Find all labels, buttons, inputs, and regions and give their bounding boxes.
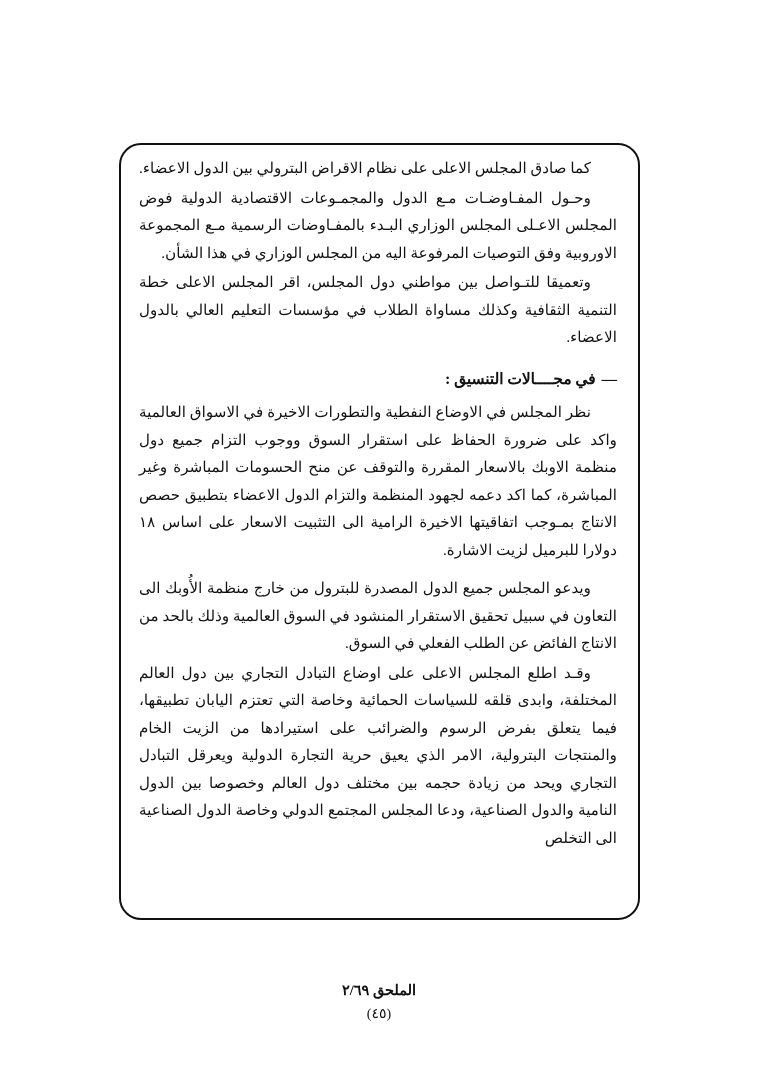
page-number: (٤٥) xyxy=(366,1007,392,1022)
paragraph-2: وحـول المفـاوضـات مـع الدول والمجمـوعات الاقتصادية الدولية فوض المجلس الاعـلى المجلس الوزاري البـدء بالمفـاوضات الرسمية مـع المجموعة الاوروبية وفق التوصيات المرفوعة اليه من المجلس الوزاري في هذا الشأن. xyxy=(139,189,617,262)
paragraph-6: وقـد اطلع المجلس الاعلى على اوضاع التبادل التجاري بين دول العالم المختلفة، وابدى قلقه للسياسات الحمائية وخاصة التي تعتزم اليابان تطبيقها، فيما يتعلق بفرض الرسوم والضرائب على استيرادها من الزيت الخام والمنتجات البترولية، الامر الذي يعيق حرية التجارة الدولية ويعرقل التبادل التجاري ويحد من زيادة حجمه بين مختلف دول العالم وخصوصا بين الدول النامية والدول الصناعية، ودعا المجلس المجتمع الدولي وخاصة الدول الصناعية الى التخلص xyxy=(139,664,617,847)
paragraph-4: نظر المجلس في الاوضاع النفطية والتطورات الاخيرة في الاسواق العالمية واكد على ضرورة الحفاظ على استقرار السوق ووجوب التزام جميع دول منظمة الاوبك بالاسعار المقررة والتوقف عن منح الحسومات المباشرة وغير المباشرة، كما اكد دعمه لجهود المنظمة والتزام الدول الاعضاء بتطبيق حصص الانتاج بمـوجب اتفاقيتها الاخيرة الرامية الى التثبيت الاسعار على اساس ١٨ دولارا للبرميل لزيت الاشارة. xyxy=(139,404,617,559)
paragraph-spacer xyxy=(139,564,617,575)
footer-label: الملحق ٢/٦٩ xyxy=(341,983,417,999)
page-footer xyxy=(0,980,758,1026)
section-dash: — xyxy=(601,370,617,388)
paragraph-3: وتعميقا للتـواصل بين مواطني دول المجلس، اقر المجلس الاعلى خطة التنمية الثقافية وكذلك مساواة الطلاب في مؤسسات التعليم العالي بالدول الاعضاء. xyxy=(139,274,617,346)
section-heading xyxy=(139,366,617,394)
document-body xyxy=(139,155,617,910)
paragraph-5: ويدعو المجلس جميع الدول المصدرة للبترول من خارج منظمة الأُوبك الى التعاون في سبيل تحقيق الاستقرار المنشود في السوق العالمية وذلك بالحد من الانتاج الفائض عن الطلب الفعلي في السوق. xyxy=(139,580,617,652)
section-heading-text: في مجــــالات التنسيق : xyxy=(445,370,596,388)
paragraph-1: كما صادق المجلس الاعلى على نظام الاقراض البترولي بين الدول الاعضاء. xyxy=(139,160,591,177)
